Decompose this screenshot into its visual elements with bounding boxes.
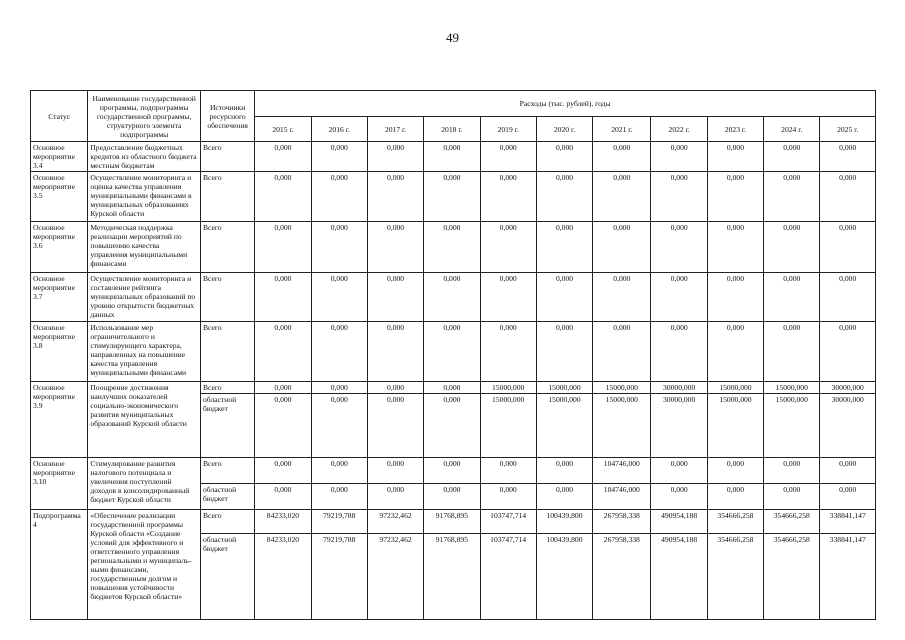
status-cell: Основное мероприятие 3.4: [31, 142, 88, 172]
value-cell: 0,000: [651, 273, 707, 322]
value-cell: 0,000: [707, 222, 763, 273]
value-cell: 0,000: [480, 322, 536, 382]
value-cell: 0,000: [536, 172, 592, 222]
source-cell: Всего: [200, 172, 254, 222]
value-cell: 354666,258: [764, 534, 820, 620]
value-cell: 84233,020: [255, 534, 311, 620]
value-cell: 0,000: [593, 322, 651, 382]
value-cell: 0,000: [707, 142, 763, 172]
source-cell: Всего: [200, 273, 254, 322]
header-year: 2018 г.: [424, 117, 480, 142]
page-number: 49: [446, 30, 459, 45]
value-cell: 0,000: [764, 172, 820, 222]
header-year: 2025 г.: [820, 117, 876, 142]
value-cell: 30000,000: [651, 394, 707, 458]
value-cell: 0,000: [480, 458, 536, 484]
value-cell: 0,000: [255, 142, 311, 172]
status-cell: Основное мероприятие 3.9: [31, 382, 88, 458]
table-row: [31, 322, 876, 382]
value-cell: 104746,000: [593, 458, 651, 484]
header-year: 2016 г.: [311, 117, 367, 142]
value-cell: 0,000: [424, 273, 480, 322]
name-cell: Методическая поддержка реализации мероприятий по повышению качества управления муниципальными финансами: [88, 222, 201, 273]
source-cell: Всего: [200, 458, 254, 484]
name-cell: Осуществление мониторинга и оценка качества управления муниципальными финансами в муниципальных образованиях Курской области: [88, 172, 201, 222]
value-cell: 0,000: [593, 172, 651, 222]
value-cell: 0,000: [536, 222, 592, 273]
value-cell: 0,000: [311, 394, 367, 458]
value-cell: 0,000: [255, 273, 311, 322]
value-cell: 0,000: [707, 273, 763, 322]
source-cell: Всего: [200, 510, 254, 534]
value-cell: 267958,338: [593, 534, 651, 620]
value-cell: 0,000: [651, 172, 707, 222]
value-cell: 0,000: [536, 322, 592, 382]
value-cell: 0,000: [536, 458, 592, 484]
name-cell: Использование мер ограничительного и стимулирующего характера, направленных на повышение качества управления муниципальными финансами: [88, 322, 201, 382]
value-cell: 0,000: [651, 142, 707, 172]
value-cell: 0,000: [764, 322, 820, 382]
value-cell: 267958,338: [593, 510, 651, 534]
value-cell: 0,000: [424, 458, 480, 484]
value-cell: 15000,000: [707, 382, 763, 394]
value-cell: 0,000: [707, 484, 763, 510]
table-row: [31, 273, 876, 322]
budget-table: [30, 90, 876, 620]
source-cell: Всего: [200, 382, 254, 394]
value-cell: 0,000: [255, 222, 311, 273]
value-cell: 0,000: [311, 172, 367, 222]
value-cell: 79219,788: [311, 510, 367, 534]
header-expenses: Расходы (тыс. рублей), годы: [255, 91, 876, 117]
value-cell: 15000,000: [764, 382, 820, 394]
value-cell: 0,000: [424, 172, 480, 222]
value-cell: 97232,462: [367, 534, 423, 620]
value-cell: 354666,258: [764, 510, 820, 534]
name-cell: «Обеспечение реализации государственной программы Курской области «Создание условий для эффективного и ответственного управления региональными и муниципаль-ными финансами, государственным долгом и повышения устойчивости бюджетов Курской области»: [88, 510, 201, 620]
status-cell: Основное мероприятие 3.10: [31, 458, 88, 510]
value-cell: 0,000: [707, 322, 763, 382]
source-cell: областной бюджет: [200, 394, 254, 458]
budget-body: [31, 142, 876, 620]
value-cell: 0,000: [311, 322, 367, 382]
source-cell: Всего: [200, 222, 254, 273]
value-cell: 103747,714: [480, 510, 536, 534]
header-year: 2021 г.: [593, 117, 651, 142]
value-cell: 30000,000: [820, 394, 876, 458]
header-name: Наименование государственной программы, подпрограммы государственной программы, структурного элемента подпрограммы: [88, 91, 201, 142]
value-cell: 0,000: [367, 142, 423, 172]
value-cell: 0,000: [367, 273, 423, 322]
table-row: [31, 458, 876, 484]
header-source: Источники ресурсного обеспечения: [200, 91, 254, 142]
value-cell: 97232,462: [367, 510, 423, 534]
header-year: 2015 г.: [255, 117, 311, 142]
value-cell: 338841,147: [820, 534, 876, 620]
value-cell: 490954,188: [651, 510, 707, 534]
value-cell: 104746,000: [593, 484, 651, 510]
value-cell: 0,000: [311, 142, 367, 172]
value-cell: 338841,147: [820, 510, 876, 534]
value-cell: 0,000: [480, 273, 536, 322]
value-cell: 15000,000: [593, 382, 651, 394]
value-cell: 0,000: [764, 484, 820, 510]
value-cell: 0,000: [255, 382, 311, 394]
value-cell: 91768,895: [424, 510, 480, 534]
value-cell: 0,000: [255, 394, 311, 458]
header-year: 2022 г.: [651, 117, 707, 142]
value-cell: 100439,800: [536, 534, 592, 620]
value-cell: 79219,788: [311, 534, 367, 620]
table-row: [31, 142, 876, 172]
value-cell: 0,000: [651, 458, 707, 484]
value-cell: 15000,000: [480, 382, 536, 394]
value-cell: 100439,800: [536, 510, 592, 534]
value-cell: 15000,000: [707, 394, 763, 458]
value-cell: 15000,000: [764, 394, 820, 458]
value-cell: 0,000: [820, 222, 876, 273]
value-cell: 0,000: [651, 322, 707, 382]
value-cell: 30000,000: [651, 382, 707, 394]
value-cell: 0,000: [255, 322, 311, 382]
value-cell: 0,000: [764, 458, 820, 484]
value-cell: 0,000: [820, 322, 876, 382]
value-cell: 0,000: [311, 458, 367, 484]
value-cell: 0,000: [367, 222, 423, 273]
table-row: [31, 222, 876, 273]
header-year: 2017 г.: [367, 117, 423, 142]
value-cell: 0,000: [255, 458, 311, 484]
value-cell: 0,000: [311, 273, 367, 322]
value-cell: 0,000: [651, 222, 707, 273]
value-cell: 0,000: [593, 273, 651, 322]
value-cell: 0,000: [255, 172, 311, 222]
value-cell: 0,000: [480, 222, 536, 273]
value-cell: 0,000: [367, 458, 423, 484]
value-cell: 0,000: [764, 142, 820, 172]
header-status: Статус: [31, 91, 88, 142]
value-cell: 354666,258: [707, 510, 763, 534]
status-cell: Основное мероприятие 3.7: [31, 273, 88, 322]
value-cell: 0,000: [536, 273, 592, 322]
status-cell: Подпрограмма 4: [31, 510, 88, 620]
value-cell: 0,000: [707, 458, 763, 484]
value-cell: 30000,000: [820, 382, 876, 394]
value-cell: 0,000: [424, 394, 480, 458]
value-cell: 91768,895: [424, 534, 480, 620]
header-year: 2020 г.: [536, 117, 592, 142]
value-cell: 0,000: [424, 484, 480, 510]
value-cell: 0,000: [424, 382, 480, 394]
value-cell: 0,000: [480, 142, 536, 172]
value-cell: 0,000: [255, 484, 311, 510]
table-row: [31, 382, 876, 394]
header-year: 2019 г.: [480, 117, 536, 142]
value-cell: 0,000: [820, 458, 876, 484]
value-cell: 0,000: [424, 222, 480, 273]
value-cell: 0,000: [311, 484, 367, 510]
value-cell: 0,000: [311, 222, 367, 273]
name-cell: Поощрение достижения наилучших показателей социально-экономического развития муниципальных образований Курской области: [88, 382, 201, 458]
table-row: [31, 172, 876, 222]
value-cell: 490954,188: [651, 534, 707, 620]
value-cell: 0,000: [820, 142, 876, 172]
value-cell: 0,000: [820, 172, 876, 222]
value-cell: 0,000: [480, 484, 536, 510]
value-cell: 0,000: [536, 484, 592, 510]
name-cell: Осуществление мониторинга и составление рейтинга муниципальных образований по уровню открытости бюджетных данных: [88, 273, 201, 322]
value-cell: 354666,258: [707, 534, 763, 620]
value-cell: 15000,000: [536, 394, 592, 458]
status-cell: Основное мероприятие 3.6: [31, 222, 88, 273]
value-cell: 15000,000: [536, 382, 592, 394]
value-cell: 0,000: [820, 484, 876, 510]
value-cell: 0,000: [651, 484, 707, 510]
value-cell: 0,000: [311, 382, 367, 394]
value-cell: 0,000: [764, 273, 820, 322]
value-cell: 0,000: [480, 172, 536, 222]
value-cell: 84233,020: [255, 510, 311, 534]
status-cell: Основное мероприятие 3.5: [31, 172, 88, 222]
source-cell: областной бюджет: [200, 484, 254, 510]
value-cell: 0,000: [367, 172, 423, 222]
value-cell: 15000,000: [593, 394, 651, 458]
value-cell: 0,000: [764, 222, 820, 273]
value-cell: 103747,714: [480, 534, 536, 620]
value-cell: 0,000: [367, 484, 423, 510]
value-cell: 0,000: [593, 222, 651, 273]
value-cell: 0,000: [367, 382, 423, 394]
value-cell: 0,000: [593, 142, 651, 172]
value-cell: 0,000: [820, 273, 876, 322]
source-cell: областной бюджет: [200, 534, 254, 620]
header-year: 2024 г.: [764, 117, 820, 142]
source-cell: Всего: [200, 142, 254, 172]
source-cell: Всего: [200, 322, 254, 382]
table-row: [31, 510, 876, 534]
value-cell: 0,000: [367, 394, 423, 458]
value-cell: 15000,000: [480, 394, 536, 458]
status-cell: Основное мероприятие 3.8: [31, 322, 88, 382]
value-cell: 0,000: [707, 172, 763, 222]
value-cell: 0,000: [536, 142, 592, 172]
header-year: 2023 г.: [707, 117, 763, 142]
value-cell: 0,000: [424, 322, 480, 382]
name-cell: Стимулирование развития налогового потенциала и увеличения поступлений доходов в консолидированный бюджет Курской области: [88, 458, 201, 510]
value-cell: 0,000: [367, 322, 423, 382]
value-cell: 0,000: [424, 142, 480, 172]
name-cell: Предоставление бюджетных кредитов из областного бюджета местным бюджетам: [88, 142, 201, 172]
